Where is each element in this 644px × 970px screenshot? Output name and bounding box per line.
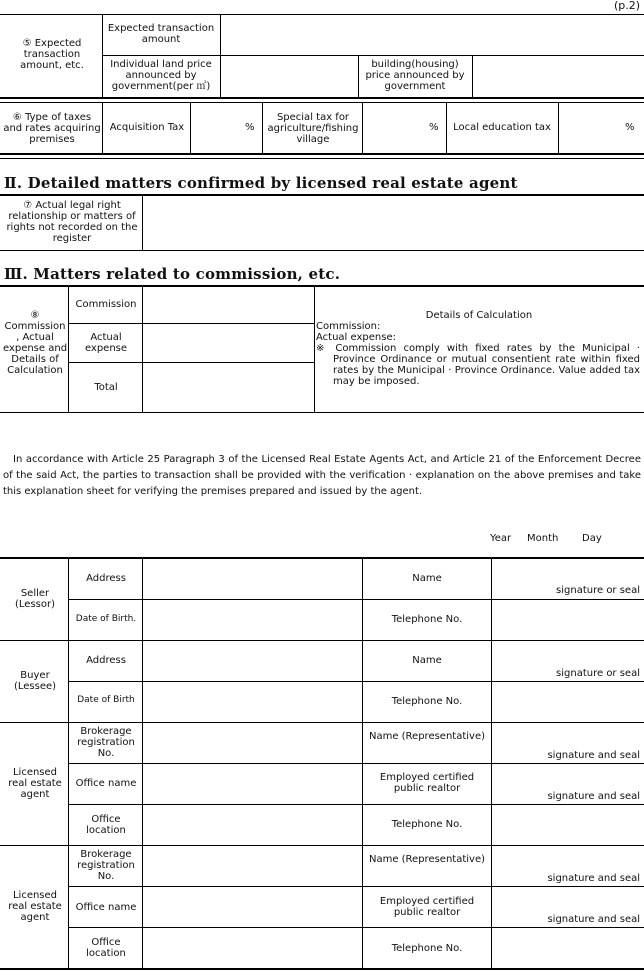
name-label: Name xyxy=(412,655,442,666)
rule xyxy=(472,55,473,97)
rule xyxy=(358,55,359,97)
rule xyxy=(68,681,644,682)
rule xyxy=(446,102,447,153)
dob-label: Date of Birth xyxy=(77,695,135,705)
item5-label: ⑤ Expected transaction amount, etc. xyxy=(20,38,84,71)
signature-and-seal: signature and seal xyxy=(547,750,640,761)
rule xyxy=(262,102,263,153)
commission-label: Commission xyxy=(75,299,137,310)
rule xyxy=(0,845,644,846)
rule xyxy=(0,158,644,159)
section-2-title: Ⅱ. Detailed matters confirmed by licensed real estate agent xyxy=(4,174,518,192)
land-price-label: Individual land price announced by government(per ㎡) xyxy=(110,59,212,92)
name-rep-label: Name (Representative) xyxy=(368,731,486,742)
statement-text: In accordance with Article 25 Paragraph 3 of the Licensed Real Estate Agents Act, and Article 21 of the Enforcement Decree of the said Act, the parties to transaction shall be provided with the verification · explanation on the above premises and take this explanation sheet for verifying the premises prepared and issued by the agent. xyxy=(3,454,641,497)
rule xyxy=(68,558,69,968)
rule xyxy=(102,14,103,97)
expected-amount-label: Expected transaction amount xyxy=(107,23,215,45)
rule xyxy=(0,102,644,103)
rule xyxy=(0,250,644,251)
dob-label: Date of Birth. xyxy=(75,614,137,624)
item6-label: ⑥ Type of taxes and rates acquiring premises xyxy=(3,112,101,145)
rule xyxy=(362,102,363,153)
telephone-label: Telephone No. xyxy=(391,696,463,707)
rule xyxy=(142,195,143,250)
rule xyxy=(0,97,644,99)
rule xyxy=(0,640,644,641)
rule xyxy=(102,55,644,56)
rule xyxy=(68,804,644,805)
office-location-label: Office location xyxy=(86,937,126,959)
education-tax-label: Local education tax xyxy=(453,122,551,133)
rule xyxy=(68,286,69,412)
signature-or-seal: signature or seal xyxy=(556,668,640,679)
employed-realtor-label: Employed certified public realtor xyxy=(379,896,475,918)
section-3-title: Ⅲ. Matters related to commission, etc. xyxy=(4,265,341,283)
seller-label: Seller (Lessor) xyxy=(15,588,55,610)
office-location-label: Office location xyxy=(86,814,126,836)
rule xyxy=(190,102,191,153)
rule xyxy=(220,14,221,97)
actual-expense-label: Actual expense xyxy=(84,332,128,354)
office-name-label: Office name xyxy=(75,778,137,789)
rule xyxy=(491,558,492,968)
acquisition-tax-label: Acquisition Tax xyxy=(109,122,185,133)
rule xyxy=(314,286,315,412)
date-year: Year xyxy=(490,533,512,544)
employed-realtor-label: Employed certified public realtor xyxy=(379,772,475,794)
name-rep-label: Name (Representative) xyxy=(368,854,486,865)
rule xyxy=(362,558,363,968)
signature-and-seal: signature and seal xyxy=(547,791,640,802)
telephone-label: Telephone No. xyxy=(391,943,463,954)
rule xyxy=(0,153,644,155)
rule xyxy=(68,599,644,600)
special-tax-label: Special tax for agriculture/fishing village xyxy=(267,112,359,145)
rule xyxy=(68,886,644,887)
date-day: Day xyxy=(582,533,602,544)
rule xyxy=(0,557,644,559)
signature-and-seal: signature and seal xyxy=(547,914,640,925)
calculation-title: Details of Calculation xyxy=(425,310,533,321)
rule xyxy=(68,323,314,324)
percent-sign: % xyxy=(625,122,635,133)
rule xyxy=(0,285,644,287)
item8-label: ⑧ Commission , Actual expense and Details of Calculation xyxy=(2,310,68,376)
signature-and-seal: signature and seal xyxy=(547,873,640,884)
rule xyxy=(102,102,103,153)
rule xyxy=(558,102,559,153)
rule xyxy=(0,722,644,723)
rule xyxy=(0,14,644,15)
buyer-label: Buyer (Lessee) xyxy=(13,670,57,692)
rule xyxy=(68,362,314,363)
item7-label: ⑦ Actual legal right relationship or matters of rights not recorded on the register xyxy=(6,200,138,244)
page-number: (p.2) xyxy=(613,0,640,12)
rule xyxy=(0,194,644,196)
telephone-label: Telephone No. xyxy=(391,819,463,830)
rule xyxy=(142,558,143,968)
calc-note: ※ Commission comply with fixed rates by the Municipal · Province Ordinance or mutual consentient rate within fixed rates by the Municipal · Province Ordinance. Value added tax may be imposed. xyxy=(316,343,640,387)
address-label: Address xyxy=(86,573,126,584)
percent-sign: % xyxy=(429,122,439,133)
rule xyxy=(68,927,644,928)
rule xyxy=(0,412,644,413)
calc-expense: Actual expense: xyxy=(316,332,396,343)
brokerage-no-label: Brokerage registration No. xyxy=(77,849,135,882)
agent-label: Licensed real estate agent xyxy=(8,890,62,923)
total-label: Total xyxy=(94,382,118,393)
date-month: Month xyxy=(527,533,559,544)
calc-commission: Commission: xyxy=(316,321,381,332)
building-price-label: building(housing) price announced by government xyxy=(365,59,465,92)
agent-label: Licensed real estate agent xyxy=(8,767,62,800)
name-label: Name xyxy=(412,573,442,584)
telephone-label: Telephone No. xyxy=(391,614,463,625)
rule xyxy=(68,763,644,764)
office-name-label: Office name xyxy=(75,902,137,913)
percent-sign: % xyxy=(245,122,255,133)
brokerage-no-label: Brokerage registration No. xyxy=(77,726,135,759)
rule xyxy=(142,286,143,412)
address-label: Address xyxy=(86,655,126,666)
signature-or-seal: signature or seal xyxy=(556,585,640,596)
